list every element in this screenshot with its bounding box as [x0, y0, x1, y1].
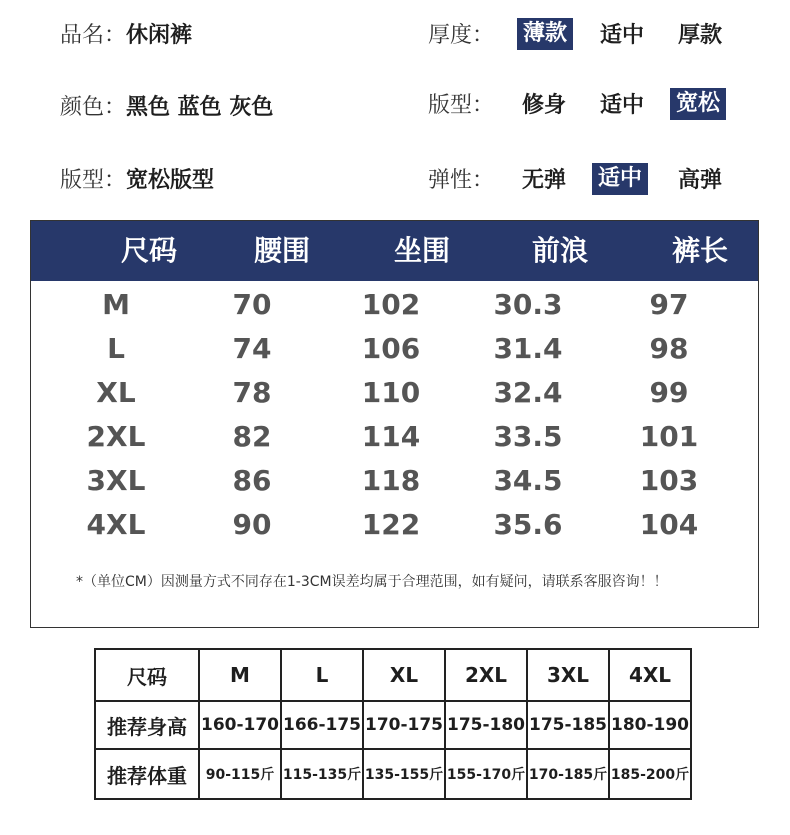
cell: 155-170斤 [445, 749, 527, 799]
style-label: 版型： [428, 93, 495, 118]
cell-length: 99 [649, 376, 689, 409]
table-row [31, 417, 758, 457]
cell-hip: 106 [361, 332, 421, 365]
cell-length: 97 [649, 288, 689, 321]
cell-hip: 118 [361, 464, 421, 497]
cell-front-rise: 31.4 [493, 332, 563, 365]
cell: 175-180 [445, 701, 527, 749]
cell: 90-115斤 [199, 749, 281, 799]
row-header: 尺码 [95, 649, 199, 701]
cell: 135-155斤 [363, 749, 445, 799]
cell-size: XL [96, 376, 136, 409]
thickness-option: 厚款 [678, 23, 723, 48]
cell: M [199, 649, 281, 701]
recommend-table [94, 648, 692, 800]
cell: 180-190 [609, 701, 691, 749]
elasticity-option: 高弹 [678, 168, 723, 193]
header-length: 裤长 [671, 234, 728, 267]
attr-name [60, 22, 192, 50]
row-header: 推荐体重 [95, 749, 199, 799]
table-row [31, 373, 758, 413]
table-row [95, 649, 691, 701]
elasticity-label: 弹性： [428, 168, 495, 193]
cell-size: 4XL [86, 508, 146, 541]
cell: 185-200斤 [609, 749, 691, 799]
table-row [95, 749, 691, 799]
cell-size: M [102, 288, 130, 321]
cell-front-rise: 33.5 [493, 420, 563, 453]
cell-front-rise: 30.3 [493, 288, 563, 321]
cell-front-rise: 35.6 [493, 508, 563, 541]
cell: 170-175 [363, 701, 445, 749]
style-option: 宽松 [670, 88, 726, 120]
table-row [31, 505, 758, 545]
cell: 160-170 [199, 701, 281, 749]
cell-length: 103 [639, 464, 699, 497]
cell-hip: 122 [361, 508, 421, 541]
table-row [31, 285, 758, 325]
cell-hip: 110 [361, 376, 421, 409]
cell-waist: 70 [232, 288, 272, 321]
header-front-rise: 前浪 [531, 234, 588, 267]
header-waist: 腰围 [253, 234, 310, 267]
cell: 115-135斤 [281, 749, 363, 799]
cell-size: 2XL [86, 420, 146, 453]
cell-waist: 90 [232, 508, 272, 541]
thickness-option: 薄款 [517, 18, 573, 50]
table-row [31, 329, 758, 369]
thickness-label: 厚度： [428, 23, 495, 48]
attr-name-value: 休闲裤 [126, 23, 193, 48]
size-chart-header [31, 221, 758, 281]
elasticity-option: 无弹 [522, 168, 567, 193]
table-row [31, 461, 758, 501]
size-chart [30, 220, 759, 628]
cell: XL [363, 649, 445, 701]
cell-waist: 74 [232, 332, 272, 365]
style-option: 适中 [600, 93, 645, 118]
header-hip: 坐围 [393, 234, 450, 267]
style-option: 修身 [522, 93, 567, 118]
cell: 4XL [609, 649, 691, 701]
cell: 2XL [445, 649, 527, 701]
cell: 175-185 [527, 701, 609, 749]
cell-hip: 114 [361, 420, 421, 453]
cell-front-rise: 34.5 [493, 464, 563, 497]
attr-color-value: 黑色 蓝色 灰色 [126, 95, 274, 120]
cell-waist: 78 [232, 376, 272, 409]
cell-hip: 102 [361, 288, 421, 321]
cell: L [281, 649, 363, 701]
cell-length: 101 [639, 420, 699, 453]
cell: 170-185斤 [527, 749, 609, 799]
cell-front-rise: 32.4 [493, 376, 563, 409]
measurement-note: *（单位CM）因测量方式不同存在1-3CM误差均属于合理范围，如有疑问，请联系客服咨询！！ [76, 574, 668, 590]
thickness-option: 适中 [600, 23, 645, 48]
attr-fit [60, 167, 214, 195]
attr-color [60, 94, 273, 122]
cell-length: 104 [639, 508, 699, 541]
cell-size: L [107, 332, 125, 365]
cell-waist: 82 [232, 420, 272, 453]
cell-waist: 86 [232, 464, 272, 497]
row-header: 推荐身高 [95, 701, 199, 749]
cell-length: 98 [649, 332, 689, 365]
attr-fit-label: 版型： [60, 168, 127, 193]
attr-name-label: 品名： [60, 23, 127, 48]
cell: 166-175 [281, 701, 363, 749]
attr-color-label: 颜色： [60, 95, 127, 120]
attr-fit-value: 宽松版型 [126, 168, 215, 193]
cell: 3XL [527, 649, 609, 701]
cell-size: 3XL [86, 464, 146, 497]
table-row [95, 701, 691, 749]
header-size: 尺码 [120, 234, 177, 267]
elasticity-option: 适中 [592, 163, 648, 195]
